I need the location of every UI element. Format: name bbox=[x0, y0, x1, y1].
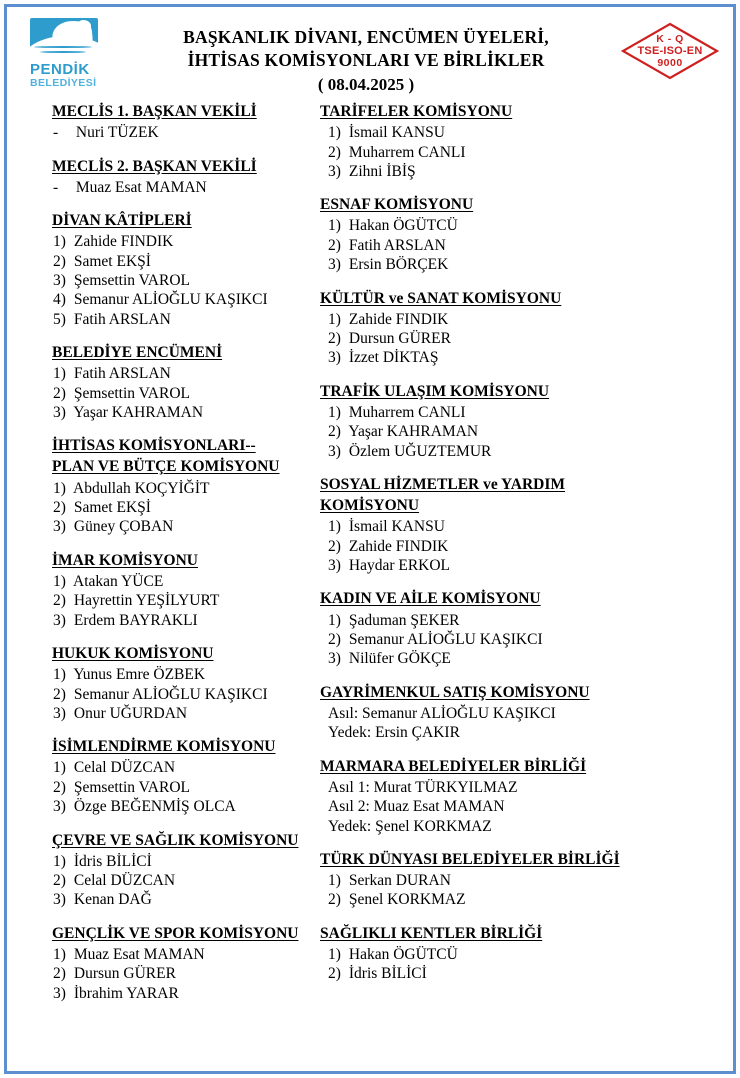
group-heading-gayrimenkul-satiş-komisyonu: GAYRİMENKUL SATIŞ KOMİSYONU bbox=[320, 683, 590, 701]
entry-marker: 1) bbox=[328, 518, 341, 536]
group-heading-trafik-ulaşim-komisyonu: TRAFİK ULAŞIM KOMİSYONU bbox=[320, 382, 550, 400]
committee-group bbox=[52, 831, 320, 910]
member-name: Dursun GÜRER bbox=[73, 965, 176, 983]
group-heading-çevre-ve-sağlik-komisyonu: ÇEVRE VE SAĞLIK KOMİSYONU bbox=[52, 831, 299, 849]
committee-group bbox=[320, 195, 726, 274]
entry-marker: 1) bbox=[53, 479, 66, 497]
member-entry bbox=[320, 871, 726, 890]
logo-name-primary: PENDİK bbox=[30, 61, 90, 78]
member-entry bbox=[320, 403, 726, 422]
committee-group bbox=[320, 757, 726, 836]
document-date: ( 08.04.2025 ) bbox=[317, 74, 415, 94]
entry-marker: 2) bbox=[328, 143, 341, 161]
entry-marker: 2) bbox=[328, 965, 341, 983]
entry-marker: 1) bbox=[53, 666, 66, 684]
group-heading-plan-ve-bütçe-komisyonu: PLAN VE BÜTÇE KOMİSYONU bbox=[52, 458, 280, 476]
member-entry bbox=[320, 143, 726, 162]
member-name: Semanur ALİOĞLU KAŞIKCI bbox=[73, 291, 268, 309]
entry-marker: 2) bbox=[53, 778, 66, 796]
member-entry bbox=[320, 329, 726, 348]
member-name: Celal DÜZCAN bbox=[73, 872, 176, 890]
member-name: Yaşar KAHRAMAN bbox=[73, 403, 204, 421]
group-heading-kültür-ve-sanat-komisyonu: KÜLTÜR ve SANAT KOMİSYONU bbox=[320, 289, 562, 307]
entry-marker: 3) bbox=[53, 403, 66, 421]
member-entry bbox=[52, 890, 320, 909]
member-entry bbox=[52, 611, 320, 630]
member-name: Özlem UĞUZTEMUR bbox=[348, 442, 492, 460]
entry-marker: 1) bbox=[53, 945, 66, 963]
entry-marker: - bbox=[53, 178, 59, 196]
committee-group bbox=[52, 737, 320, 816]
entry-marker: 2) bbox=[53, 592, 66, 610]
member-entry bbox=[52, 384, 320, 403]
committee-group bbox=[52, 436, 320, 536]
entry-marker: 1) bbox=[328, 611, 341, 629]
entry-marker: 3) bbox=[53, 798, 66, 816]
member-name: Ersin BÖRÇEK bbox=[348, 256, 449, 274]
entry-marker: 2) bbox=[328, 630, 341, 648]
group-heading-imar-komisyonu: İMAR KOMİSYONU bbox=[52, 551, 198, 569]
entry-marker: 3) bbox=[328, 256, 341, 274]
member-name: Şenel KORKMAZ bbox=[375, 817, 492, 835]
member-name: Onur UĞURDAN bbox=[73, 704, 188, 722]
group-heading-belediye-encümeni: BELEDİYE ENCÜMENİ bbox=[52, 344, 223, 362]
document-header bbox=[0, 0, 740, 92]
committee-group bbox=[320, 382, 726, 461]
member-name: İdris BİLİCİ bbox=[73, 852, 152, 870]
member-entry bbox=[320, 778, 726, 797]
entry-marker: - bbox=[53, 124, 59, 142]
entry-marker: 2) bbox=[53, 252, 66, 270]
member-entry bbox=[52, 517, 320, 536]
member-name: Şenel KORKMAZ bbox=[348, 891, 466, 909]
member-entry bbox=[52, 479, 320, 498]
entry-marker: 3) bbox=[328, 349, 341, 367]
member-name: Kenan DAĞ bbox=[73, 891, 152, 909]
member-name: Abdullah KOÇYİĞİT bbox=[73, 479, 210, 497]
entry-marker: 1) bbox=[53, 572, 66, 590]
entry-marker: 2) bbox=[328, 537, 341, 555]
member-entry bbox=[320, 236, 726, 255]
entry-marker: 2) bbox=[53, 965, 66, 983]
member-entry bbox=[320, 556, 726, 575]
member-entry bbox=[320, 723, 726, 742]
entry-marker: 1) bbox=[53, 852, 66, 870]
entry-marker: Asıl 2: bbox=[328, 798, 370, 816]
title-line-1: BAŞKANLIK DİVANI, ENCÜMEN ÜYELERİ, bbox=[183, 27, 549, 47]
member-name: Muharrem CANLI bbox=[348, 143, 466, 161]
entry-marker: 1) bbox=[53, 365, 66, 383]
member-entry bbox=[52, 271, 320, 290]
member-entry bbox=[52, 498, 320, 517]
entry-marker: 3) bbox=[53, 611, 66, 629]
member-name: Serkan DURAN bbox=[348, 872, 451, 890]
member-name: Ersin ÇAKIR bbox=[375, 724, 460, 742]
committee-group bbox=[52, 551, 320, 630]
entry-marker: Asıl: bbox=[328, 704, 359, 722]
member-entry bbox=[320, 310, 726, 329]
member-name: İbrahim YARAR bbox=[73, 984, 179, 1002]
member-name: Zahide FINDIK bbox=[73, 233, 174, 251]
committee-group bbox=[320, 683, 726, 743]
member-name: İsmail KANSU bbox=[348, 518, 445, 536]
entry-marker: 1) bbox=[328, 124, 341, 142]
member-entry bbox=[52, 685, 320, 704]
committee-group bbox=[320, 589, 726, 668]
member-name: Özge BEĞENMİŞ OLCA bbox=[73, 798, 236, 816]
entry-marker: Yedek: bbox=[328, 817, 372, 835]
committee-group bbox=[320, 475, 726, 575]
entry-marker: 3) bbox=[328, 557, 341, 575]
member-entry bbox=[52, 797, 320, 816]
member-name: Samet EKŞİ bbox=[73, 252, 151, 270]
member-entry bbox=[320, 123, 726, 142]
member-entry bbox=[52, 945, 320, 964]
member-name: Hakan ÖGÜTCÜ bbox=[348, 945, 458, 963]
member-entry bbox=[52, 178, 320, 197]
group-heading-gençlik-ve-spor-komisyonu: GENÇLİK VE SPOR KOMİSYONU bbox=[52, 924, 299, 942]
member-entry bbox=[52, 123, 320, 142]
entry-marker: 1) bbox=[328, 872, 341, 890]
member-entry bbox=[52, 572, 320, 591]
member-entry bbox=[320, 817, 726, 836]
entry-marker: 3) bbox=[53, 518, 66, 536]
member-entry bbox=[52, 591, 320, 610]
member-entry bbox=[320, 255, 726, 274]
member-name: Yaşar KAHRAMAN bbox=[348, 423, 479, 441]
member-name: Nilüfer GÖKÇE bbox=[348, 650, 451, 668]
page-title bbox=[114, 14, 618, 97]
member-entry bbox=[320, 890, 726, 909]
member-name: İsmail KANSU bbox=[348, 124, 445, 142]
member-entry bbox=[52, 778, 320, 797]
group-heading-sosyal-hizmetler-ve-yardim: SOSYAL HİZMETLER ve YARDIM bbox=[320, 476, 566, 494]
member-name: Muaz Esat MAMAN bbox=[373, 798, 505, 816]
group-heading-komisyonu: KOMİSYONU bbox=[320, 497, 420, 515]
entry-marker: 3) bbox=[53, 704, 66, 722]
member-name: İzzet DİKTAŞ bbox=[348, 349, 439, 367]
group-heading-kadin-ve-aile-komisyonu: KADIN VE AİLE KOMİSYONU bbox=[320, 590, 541, 608]
member-entry bbox=[320, 649, 726, 668]
member-name: İdris BİLİCİ bbox=[348, 965, 427, 983]
member-name: Güney ÇOBAN bbox=[73, 518, 174, 536]
entry-marker: Yedek: bbox=[328, 724, 372, 742]
member-name: Muaz Esat MAMAN bbox=[75, 178, 207, 196]
committee-group bbox=[52, 343, 320, 422]
group-heading-divan-kâtipleri: DİVAN KÂTİPLERİ bbox=[52, 212, 192, 230]
entry-marker: 3) bbox=[328, 650, 341, 668]
member-name: Atakan YÜCE bbox=[73, 572, 164, 590]
member-entry bbox=[52, 964, 320, 983]
member-name: Dursun GÜRER bbox=[348, 330, 451, 348]
logo-name-secondary: BELEDİYESİ bbox=[30, 76, 97, 89]
stamp-line-3: 9000 bbox=[657, 57, 683, 70]
member-name: Hakan ÖGÜTCÜ bbox=[348, 217, 458, 235]
group-heading-ihtisas-komisyonlari: İHTİSAS KOMİSYONLARI-- bbox=[52, 437, 256, 455]
entry-marker: 2) bbox=[328, 330, 341, 348]
member-entry bbox=[320, 162, 726, 181]
member-entry bbox=[52, 232, 320, 251]
entry-marker: 2) bbox=[53, 498, 66, 516]
member-name: Fatih ARSLAN bbox=[73, 365, 171, 383]
pendik-seagull-wave-icon bbox=[30, 18, 98, 62]
member-entry bbox=[52, 704, 320, 723]
entry-marker: 4) bbox=[53, 291, 66, 309]
group-heading-sağlikli-kentler-birliği: SAĞLIKLI KENTLER BİRLİĞİ bbox=[320, 924, 543, 942]
member-name: Samet EKŞİ bbox=[73, 498, 151, 516]
group-heading-meclis-1-başkan-vekili: MECLİS 1. BAŞKAN VEKİLİ bbox=[52, 103, 257, 120]
entry-marker: 3) bbox=[53, 984, 66, 1002]
member-name: Murat TÜRKYILMAZ bbox=[373, 778, 518, 796]
member-name: Şemsettin VAROL bbox=[73, 778, 190, 796]
entry-marker: 3) bbox=[328, 162, 341, 180]
committee-group bbox=[52, 644, 320, 723]
entry-marker: 2) bbox=[328, 423, 341, 441]
entry-marker: Asıl 1: bbox=[328, 778, 370, 796]
entry-marker: 1) bbox=[328, 217, 341, 235]
entry-marker: 1) bbox=[328, 945, 341, 963]
member-entry bbox=[52, 852, 320, 871]
member-entry bbox=[320, 964, 726, 983]
member-entry bbox=[320, 216, 726, 235]
group-heading-hukuk-komisyonu: HUKUK KOMİSYONU bbox=[52, 644, 214, 662]
member-name: Yunus Emre ÖZBEK bbox=[73, 666, 206, 684]
member-name: Erdem BAYRAKLI bbox=[73, 611, 198, 629]
member-name: Şemsettin VAROL bbox=[73, 271, 190, 289]
entry-marker: 1) bbox=[53, 233, 66, 251]
member-name: Haydar ERKOL bbox=[348, 557, 451, 575]
title-line-2: İHTİSAS KOMİSYONLARI VE BİRLİKLER bbox=[187, 50, 545, 71]
left-column bbox=[14, 102, 320, 1017]
committee-group bbox=[320, 102, 726, 181]
member-entry bbox=[320, 945, 726, 964]
member-name: Semanur ALİOĞLU KAŞIKCI bbox=[348, 630, 543, 648]
committee-group bbox=[52, 102, 320, 143]
committee-group bbox=[320, 289, 726, 368]
group-heading-isimlendirme-komisyonu: İSİMLENDİRME KOMİSYONU bbox=[52, 738, 276, 756]
member-name: Hayrettin YEŞİLYURT bbox=[73, 592, 220, 610]
member-entry bbox=[320, 348, 726, 367]
tse-iso-en-9000-certification-stamp bbox=[618, 14, 722, 80]
member-entry bbox=[320, 422, 726, 441]
right-column bbox=[320, 102, 726, 1017]
member-name: Zahide FINDIK bbox=[348, 537, 449, 555]
member-entry bbox=[52, 758, 320, 777]
member-name: Fatih ARSLAN bbox=[348, 236, 446, 254]
entry-marker: 2) bbox=[53, 872, 66, 890]
member-entry bbox=[52, 403, 320, 422]
member-entry bbox=[320, 517, 726, 536]
committee-group bbox=[320, 924, 726, 984]
group-heading-esnaf-komisyonu: ESNAF KOMİSYONU bbox=[320, 196, 474, 214]
member-entry bbox=[320, 442, 726, 461]
entry-marker: 5) bbox=[53, 310, 66, 328]
entry-marker: 1) bbox=[328, 403, 341, 421]
entry-marker: 3) bbox=[53, 891, 66, 909]
member-name: Şemsettin VAROL bbox=[73, 384, 190, 402]
member-name: Şaduman ŞEKER bbox=[348, 611, 460, 629]
entry-marker: 2) bbox=[53, 685, 66, 703]
member-entry bbox=[320, 537, 726, 556]
content-columns bbox=[0, 92, 740, 1017]
entry-marker: 2) bbox=[53, 384, 66, 402]
member-entry bbox=[52, 984, 320, 1003]
committee-group bbox=[52, 211, 320, 329]
committee-group bbox=[320, 850, 726, 910]
committee-group bbox=[52, 924, 320, 1003]
member-entry bbox=[320, 611, 726, 630]
group-heading-tarifeler-komisyonu: TARİFELER KOMİSYONU bbox=[320, 103, 513, 120]
entry-marker: 2) bbox=[328, 891, 341, 909]
entry-marker: 1) bbox=[53, 759, 66, 777]
member-entry bbox=[52, 665, 320, 684]
entry-marker: 3) bbox=[328, 442, 341, 460]
group-heading-meclis-2-başkan-vekili: MECLİS 2. BAŞKAN VEKİLİ bbox=[52, 157, 257, 175]
member-name: Muaz Esat MAMAN bbox=[73, 945, 205, 963]
member-name: Zahide FINDIK bbox=[348, 310, 449, 328]
entry-marker: 3) bbox=[53, 271, 66, 289]
member-name: Celal DÜZCAN bbox=[73, 759, 176, 777]
entry-marker: 1) bbox=[328, 310, 341, 328]
member-entry bbox=[52, 364, 320, 383]
member-name: Semanur ALİOĞLU KAŞIKCI bbox=[362, 704, 556, 722]
member-name: Muharrem CANLI bbox=[348, 403, 466, 421]
group-heading-marmara-belediyeler-birliği: MARMARA BELEDİYELER BİRLİĞİ bbox=[320, 757, 587, 775]
member-name: Semanur ALİOĞLU KAŞIKCI bbox=[73, 685, 268, 703]
committee-group bbox=[52, 157, 320, 198]
member-entry bbox=[320, 704, 726, 723]
stamp-line-2: TSE-ISO-EN bbox=[637, 44, 703, 57]
pendik-municipality-logo bbox=[22, 14, 114, 89]
member-entry bbox=[320, 797, 726, 816]
member-entry bbox=[52, 290, 320, 309]
member-name: Fatih ARSLAN bbox=[73, 310, 171, 328]
group-heading-türk-dünyasi-belediyeler-birliği: TÜRK DÜNYASI BELEDİYELER BİRLİĞİ bbox=[320, 850, 620, 868]
member-entry bbox=[52, 252, 320, 271]
member-name: Zihni İBİŞ bbox=[348, 162, 416, 180]
member-entry bbox=[320, 630, 726, 649]
stamp-line-1: K - Q bbox=[656, 32, 684, 45]
entry-marker: 2) bbox=[328, 236, 341, 254]
member-entry bbox=[52, 871, 320, 890]
member-name: Nuri TÜZEK bbox=[75, 124, 159, 142]
member-entry bbox=[52, 310, 320, 329]
